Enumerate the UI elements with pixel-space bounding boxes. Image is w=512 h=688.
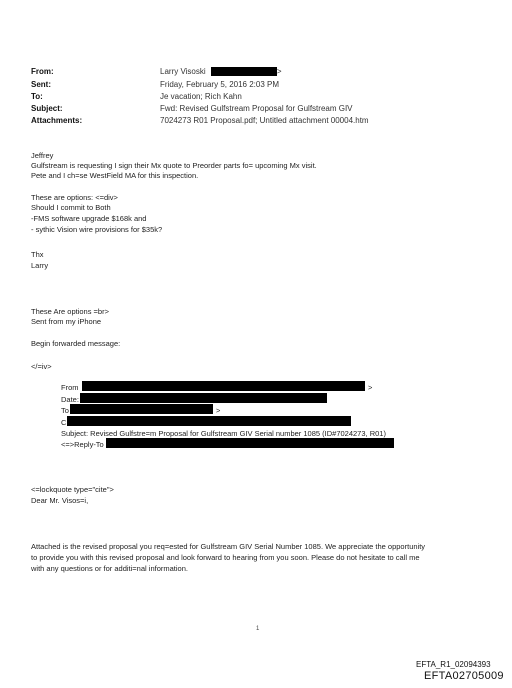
redaction-bar: [80, 393, 327, 403]
subject-label: Subject:: [31, 104, 63, 113]
body-line: Sent from my iPhone: [31, 317, 102, 326]
fwd-from-label: From: [61, 383, 79, 392]
fwd-to-label: To: [61, 406, 69, 415]
redaction-bar: [67, 416, 351, 426]
fwd-from-suffix: >: [368, 383, 373, 392]
page-number: 1: [256, 626, 260, 632]
body-line: - sythic Vision wire provisions for $35k?: [31, 225, 163, 234]
letter-line: to provide you with this revised proposal and look forward to hearing from you soon. Please do not hesitate to call me: [31, 553, 420, 562]
body-line: Jeffrey: [31, 151, 54, 160]
blockquote-tag: <=lockquote type="cite">: [31, 485, 114, 494]
fwd-subject: Subject: Revised Gulfstre=m Proposal for Gulfstream GIV Serial number 1085 (ID#7024273, R01): [61, 429, 386, 438]
footer-code-small: EFTA_R1_02094393: [416, 660, 491, 669]
body-line: Larry: [31, 261, 49, 270]
fwd-reply-to-label: <=>Reply-To: [61, 440, 104, 449]
body-line: </=iv>: [31, 362, 52, 371]
sent-label: Sent:: [31, 80, 51, 89]
body-line: Thx: [31, 250, 44, 259]
footer-code-large: EFTA02705009: [424, 670, 504, 682]
body-line: Pete and I ch=se WestField MA for this inspection.: [31, 171, 199, 180]
fwd-cc-label: C: [61, 418, 67, 427]
from-label: From:: [31, 67, 54, 76]
salutation: Dear Mr. Visos=i,: [31, 496, 89, 505]
from-value: [160, 67, 282, 76]
body-line: Gulfstream is requesting I sign their Mx quote to Preorder parts fo= upcoming Mx visit.: [31, 161, 317, 170]
redaction-bar: [70, 404, 213, 414]
fwd-date-label: Date:: [61, 395, 79, 404]
to-label: To:: [31, 92, 43, 101]
body-line: -FMS software upgrade $168k and: [31, 214, 147, 223]
redaction-bar: [211, 67, 277, 76]
attachments-label: Attachments:: [31, 116, 83, 125]
body-line: These are options: <=div>: [31, 193, 118, 202]
letter-line: Attached is the revised proposal you req=ested for Gulfstream GIV Serial Number 1085. We appreciate the opportunity: [31, 542, 426, 551]
redaction-bar: [82, 381, 365, 391]
from-name: Larry Visoski: [160, 67, 206, 76]
attachments-value: 7024273 R01 Proposal.pdf; Untitled attachment 00004.htm: [160, 116, 369, 125]
fwd-to-suffix: >: [216, 406, 221, 415]
sent-value: Friday, February 5, 2016 2:03 PM: [160, 80, 280, 89]
subject-value: Fwd: Revised Gulfstream Proposal for Gulfstream GIV: [160, 104, 353, 113]
letter-line: with any questions or for additi=nal information.: [31, 564, 188, 573]
from-suffix: >: [276, 67, 282, 76]
redaction-bar: [106, 438, 394, 448]
body-line: These Are options =br>: [31, 307, 109, 316]
to-value: Je vacation; Rich Kahn: [160, 92, 242, 101]
body-line: Begin forwarded message:: [31, 339, 121, 348]
body-line: Should I commit to Both: [31, 203, 111, 212]
